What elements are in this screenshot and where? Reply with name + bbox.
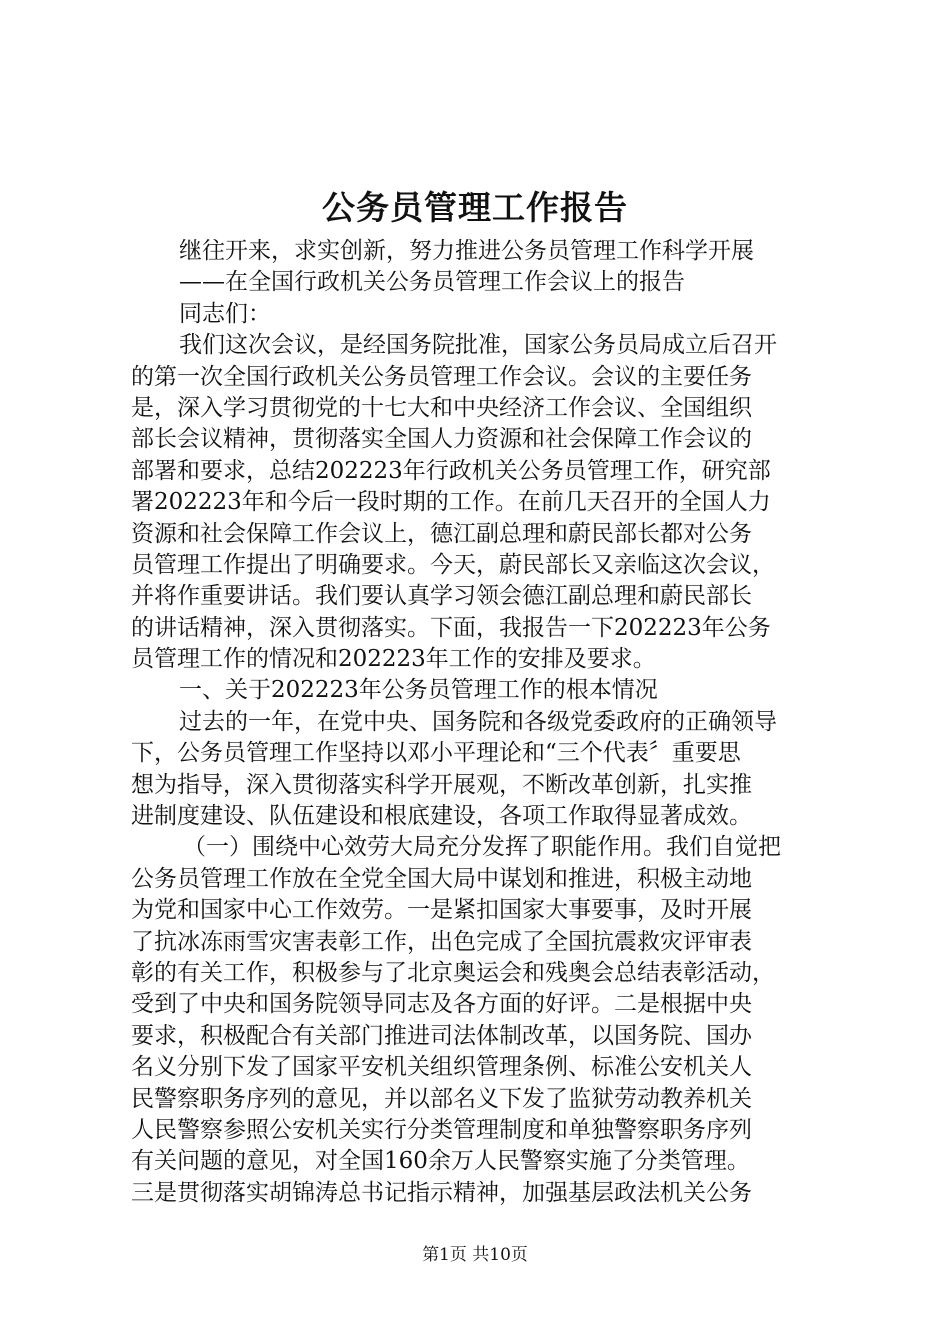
paragraph-line: 过去的一年，在党中央、国务院和各级党委政府的正确领导 [179,708,777,735]
subtitle-line: 继往开来，求实创新，努力推进公务员管理工作科学开展 [179,238,754,264]
paragraph-line: 要求，积极配合有关部门推进司法体制改革，以国务院、国办 [131,1022,752,1049]
paragraph-line: 三是贯彻落实胡锦涛总书记指示精神，加强基层政法机关公务 [131,1179,752,1206]
paragraph-line: 员管理工作提出了明确要求。今天，蔚民部长又亲临这次会议， [131,551,775,578]
paragraph-line: 有关问题的意见，对全国160余万人民警察实施了分类管理。 [131,1148,750,1175]
paragraph-line: 的第一次全国行政机关公务员管理工作会议。会议的主要任务 [131,363,752,390]
paragraph-line: 进制度建设、队伍建设和根底建设，各项工作取得显著成效。 [131,803,752,830]
paragraph-line: 彰的有关工作，积极参与了北京奥运会和残奥会总结表彰活动， [131,959,775,986]
paragraph-line: 部署和要求，总结202223年行政机关公务员管理工作，研究部 [131,457,771,484]
paragraph-line: 公务员管理工作放在全党全国大局中谋划和推进，积极主动地 [131,865,752,892]
subtitle-line: ——在全国行政机关公务员管理工作会议上的报告 [179,269,685,296]
salutation: 同志们： [179,300,271,327]
document-title: 公务员管理工作报告 [322,188,628,227]
paragraph-line: 名义分别下发了国家平安机关组织管理条例、标准公安机关人 [131,1054,752,1081]
paragraph-line: 的讲话精神，深入贯彻落实。下面，我报告一下202223年公务 [131,614,771,641]
section-heading: 一、关于202223年公务员管理工作的根本情况 [179,677,658,704]
paragraph-line: 员管理工作的情况和202223年工作的安排及要求。 [131,646,656,673]
paragraph-line: 人民警察参照公安机关实行分类管理制度和单独警察职务序列 [131,1116,752,1143]
paragraph-line: 我们这次会议，是经国务院批准，国家公务员局成立后召开 [179,332,777,359]
document-body [131,236,843,1209]
paragraph-line: 下，公务员管理工作坚持以邓小平理论和“三个代表〞重要思 [131,740,741,767]
paragraph-line: 了抗冰冻雨雪灾害表彰工作，出色完成了全国抗震救灾评审表 [131,928,752,955]
paragraph-line: 是，深入学习贯彻党的十七大和中央经济工作会议、全国组织 [131,394,752,421]
paragraph-line: 受到了中央和国务院领导同志及各方面的好评。二是根据中央 [131,991,752,1018]
paragraph-line: 想为指导，深入贯彻落实科学开展观，不断改革创新，扎实推 [131,771,752,798]
paragraph-line: 部长会议精神，贯彻落实全国人力资源和社会保障工作会议的 [131,426,752,453]
paragraph-line: 资源和社会保障工作会议上，德江副总理和蔚民部长都对公务 [131,520,752,547]
paragraph-line: （一）围绕中心效劳大局充分发挥了职能作用。我们自觉把 [183,834,781,861]
paragraph-line: 为党和国家中心工作效劳。一是紧扣国家大事要事，及时开展 [131,897,752,924]
paragraph-line: 并将作重要讲话。我们要认真学习领会德江副总理和蔚民部长 [131,583,752,610]
page-number-footer: 第1页 共10页 [422,1245,528,1265]
paragraph-line: 民警察职务序列的意见，并以部名义下发了监狱劳动教养机关 [131,1085,752,1112]
paragraph-line: 署202223年和今后一段时期的工作。在前几天召开的全国人力 [131,489,771,516]
